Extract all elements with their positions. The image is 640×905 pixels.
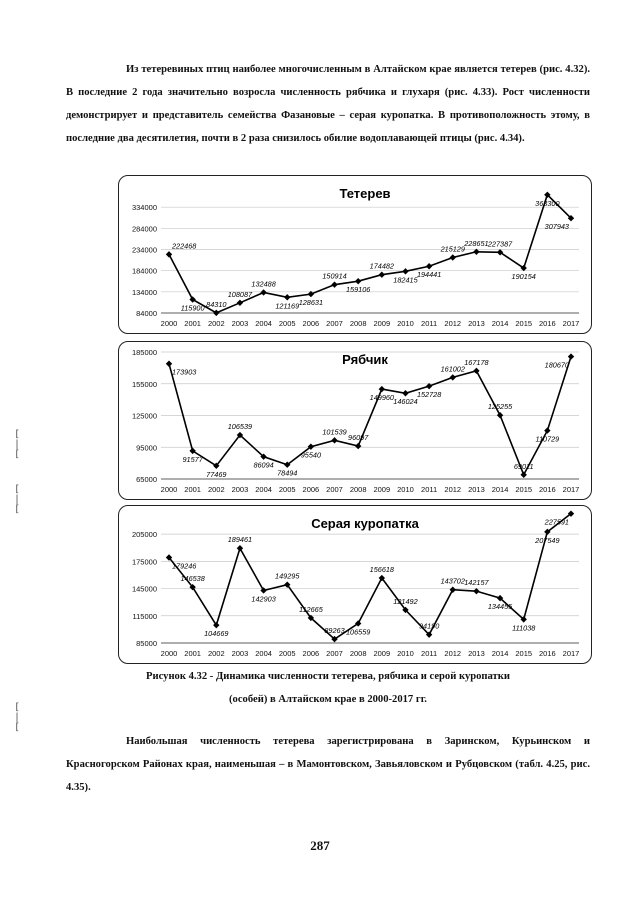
data-point xyxy=(379,271,385,277)
data-label: 222468 xyxy=(172,241,197,251)
chart-ryabchik xyxy=(119,342,591,499)
data-label: 86094 xyxy=(253,460,274,470)
data-point xyxy=(473,368,479,374)
chart-panel-kuropatka xyxy=(118,505,592,664)
chart-panel-teterev xyxy=(118,175,592,334)
caption-line: Рисунок 4.32 - Динамика численности тетерева, рябчика и серой куропатки xyxy=(146,671,510,682)
y-tick-label: 205000 xyxy=(131,530,157,540)
data-label: 110729 xyxy=(535,434,560,444)
data-label: 227591 xyxy=(544,517,569,527)
data-label: 146538 xyxy=(180,574,205,584)
x-tick-label: 2011 xyxy=(421,319,438,328)
data-label: 69011 xyxy=(513,461,534,471)
data-label: 189461 xyxy=(227,535,253,545)
data-label: 142903 xyxy=(251,594,276,604)
data-point xyxy=(213,310,219,316)
data-label: 363300 xyxy=(535,198,560,208)
data-point xyxy=(189,296,195,302)
x-tick-label: 2010 xyxy=(397,649,414,658)
data-label: 174482 xyxy=(369,261,395,271)
data-point xyxy=(521,472,527,478)
caption-line: (особей) в Алтайском крае в 2000-2017 гг. xyxy=(229,694,427,705)
data-point xyxy=(237,300,243,306)
x-tick-label: 2000 xyxy=(160,485,178,494)
x-tick-label: 2000 xyxy=(160,319,178,328)
data-label: 149960 xyxy=(369,393,395,403)
x-tick-label: 2004 xyxy=(255,319,272,328)
margin-mark-icon: [ | [ xyxy=(14,484,21,515)
y-tick-label: 175000 xyxy=(131,557,157,567)
paragraph-outro xyxy=(66,730,590,799)
y-tick-label: 145000 xyxy=(131,584,157,594)
data-point xyxy=(450,374,456,380)
x-tick-label: 2015 xyxy=(515,485,533,494)
margin-mark-icon: [ | [ xyxy=(14,702,21,733)
data-point xyxy=(379,386,385,392)
x-tick-label: 2013 xyxy=(468,649,485,658)
chart-teterev xyxy=(119,176,591,333)
x-tick-label: 2016 xyxy=(539,319,556,328)
data-point xyxy=(331,281,337,287)
figure-caption xyxy=(66,665,590,711)
data-label: 190154 xyxy=(511,272,536,282)
data-point xyxy=(166,361,172,367)
data-label: 96097 xyxy=(348,433,369,443)
chart-title: Тетерев xyxy=(339,186,391,201)
x-tick-label: 2016 xyxy=(539,649,556,658)
data-point xyxy=(426,263,432,269)
data-label: 173903 xyxy=(172,367,197,377)
data-label: 104669 xyxy=(204,629,229,639)
data-label: 115900 xyxy=(180,303,205,313)
data-label: 112665 xyxy=(298,604,323,614)
y-tick-label: 115000 xyxy=(132,611,157,621)
data-label: 128631 xyxy=(298,298,324,308)
x-tick-label: 2012 xyxy=(444,319,462,328)
x-tick-label: 2008 xyxy=(349,485,367,494)
data-point xyxy=(331,437,337,443)
x-tick-label: 2017 xyxy=(562,319,580,328)
data-label: 84310 xyxy=(206,299,227,309)
data-label: 95540 xyxy=(300,450,322,460)
paragraph-intro xyxy=(66,58,590,150)
x-tick-label: 2007 xyxy=(326,485,343,494)
x-tick-label: 2014 xyxy=(491,319,509,328)
data-label: 179246 xyxy=(172,561,197,571)
data-label: 106539 xyxy=(227,422,253,432)
data-label: 180670 xyxy=(544,360,569,370)
y-tick-label: 284000 xyxy=(131,224,157,234)
data-point xyxy=(568,353,574,359)
data-label: 156618 xyxy=(369,565,395,575)
chart-panel-ryabchik xyxy=(118,341,592,500)
data-label: 307943 xyxy=(544,222,569,232)
data-label: 194441 xyxy=(416,270,442,280)
x-tick-label: 2008 xyxy=(349,319,367,328)
data-point xyxy=(355,278,361,284)
x-tick-label: 2001 xyxy=(184,485,201,494)
data-label: 149295 xyxy=(275,571,300,581)
y-tick-label: 234000 xyxy=(131,245,157,255)
paragraph-text: Наибольшая численность тетерева зарегистрирована в Заринском, Курьинском и Красногорском Районах края, наименьшая – в Мамонтовском, Завьяловском и Рубцовском (табл. 4.25, рис. 4.35). xyxy=(66,736,590,793)
x-tick-label: 2013 xyxy=(468,319,485,328)
page-number: 287 xyxy=(310,838,330,853)
x-tick-label: 2007 xyxy=(326,319,343,328)
chart-title: Серая куропатка xyxy=(311,516,419,531)
y-tick-label: 84000 xyxy=(136,309,157,318)
x-tick-label: 2017 xyxy=(562,649,580,658)
x-tick-label: 2012 xyxy=(444,485,462,494)
data-point xyxy=(402,390,408,396)
data-label: 89263 xyxy=(324,626,345,636)
x-tick-label: 2005 xyxy=(278,319,296,328)
x-tick-label: 2017 xyxy=(562,485,580,494)
x-tick-label: 2001 xyxy=(184,649,201,658)
x-tick-label: 2011 xyxy=(421,649,438,658)
margin-mark-icon: [ | [ xyxy=(14,429,21,460)
data-label: 106559 xyxy=(345,627,371,637)
y-tick-label: 185000 xyxy=(131,348,157,357)
x-tick-label: 2004 xyxy=(255,649,272,658)
x-tick-label: 2009 xyxy=(373,649,391,658)
data-label: 143702 xyxy=(440,576,465,586)
data-label: 111038 xyxy=(512,623,536,633)
x-tick-label: 2002 xyxy=(207,485,225,494)
x-tick-label: 2009 xyxy=(373,485,391,494)
data-label: 121492 xyxy=(393,596,418,606)
data-point xyxy=(166,251,172,257)
data-label: 227387 xyxy=(487,239,513,249)
x-tick-label: 2013 xyxy=(468,485,485,494)
chart-kuropatka xyxy=(119,506,591,663)
x-tick-label: 2015 xyxy=(515,649,533,658)
x-tick-label: 2003 xyxy=(231,649,249,658)
x-tick-label: 2003 xyxy=(231,485,249,494)
x-tick-label: 2016 xyxy=(539,485,556,494)
data-point xyxy=(450,254,456,260)
x-tick-label: 2015 xyxy=(515,319,533,328)
data-point xyxy=(450,587,456,593)
x-tick-label: 2007 xyxy=(326,649,343,658)
data-label: 132488 xyxy=(251,279,276,289)
y-tick-label: 85000 xyxy=(136,639,157,648)
y-tick-label: 134000 xyxy=(131,287,157,297)
figure-charts xyxy=(118,175,590,665)
y-tick-label: 334000 xyxy=(131,203,157,213)
data-point xyxy=(237,545,243,551)
x-tick-label: 2002 xyxy=(207,649,225,658)
data-label: 159106 xyxy=(345,285,371,295)
y-tick-label: 125000 xyxy=(131,411,157,421)
data-point xyxy=(402,268,408,274)
paragraph-text: Из тетеревиных птиц наиболее многочисленным в Алтайском крае является тетерев (рис. 4.32). В последние 2 года значительно возросла численность рябчика и глухаря (рис. 4.33). Рост численности демонстрирует и представитель семейства Фазановые – серая куропатка. В противоположность этому, в последние два десятилетия, почти в 2 раза снизилось обилие водоплавающей птицы (рис. 4.34). xyxy=(66,64,590,144)
data-label: 91577 xyxy=(182,454,203,464)
series-line xyxy=(169,514,571,639)
x-tick-label: 2006 xyxy=(302,485,320,494)
data-label: 215129 xyxy=(440,244,465,254)
x-tick-label: 2000 xyxy=(160,649,178,658)
data-label: 94190 xyxy=(418,621,440,631)
x-tick-label: 2010 xyxy=(397,319,414,328)
y-tick-label: 155000 xyxy=(131,379,157,389)
data-label: 78494 xyxy=(277,468,298,478)
data-label: 101539 xyxy=(322,427,347,437)
data-point xyxy=(260,289,266,295)
y-tick-label: 184000 xyxy=(131,266,157,276)
x-tick-label: 2010 xyxy=(397,485,414,494)
data-label: 142157 xyxy=(464,578,489,588)
x-tick-label: 2006 xyxy=(302,649,320,658)
data-point xyxy=(284,294,290,300)
data-point xyxy=(497,412,503,418)
data-label: 134455 xyxy=(487,602,513,612)
x-tick-label: 2001 xyxy=(184,319,201,328)
data-label: 161002 xyxy=(440,364,465,374)
x-tick-label: 2005 xyxy=(278,649,296,658)
data-label: 228651 xyxy=(464,238,489,248)
data-label: 108087 xyxy=(227,289,253,299)
x-tick-label: 2014 xyxy=(491,649,509,658)
data-point xyxy=(355,443,361,449)
data-label: 121169 xyxy=(275,301,300,311)
y-tick-label: 65000 xyxy=(136,475,157,484)
x-tick-label: 2003 xyxy=(231,319,249,328)
x-tick-label: 2009 xyxy=(373,319,391,328)
data-point xyxy=(544,427,550,433)
chart-title: Рябчик xyxy=(342,352,388,367)
x-tick-label: 2002 xyxy=(207,319,225,328)
data-label: 152728 xyxy=(416,390,442,400)
y-tick-label: 95000 xyxy=(136,443,157,453)
x-tick-label: 2004 xyxy=(255,485,272,494)
x-tick-label: 2012 xyxy=(444,649,462,658)
x-tick-label: 2008 xyxy=(349,649,367,658)
data-label: 77469 xyxy=(206,469,227,479)
x-tick-label: 2014 xyxy=(491,485,509,494)
data-label: 167178 xyxy=(464,357,489,367)
data-label: 182415 xyxy=(393,275,418,285)
x-tick-label: 2005 xyxy=(278,485,296,494)
data-label: 150914 xyxy=(322,271,347,281)
x-tick-label: 2011 xyxy=(421,485,438,494)
data-label: 207549 xyxy=(535,535,560,545)
x-tick-label: 2006 xyxy=(302,319,320,328)
data-label: 146024 xyxy=(393,397,418,407)
data-label: 125255 xyxy=(487,402,513,412)
